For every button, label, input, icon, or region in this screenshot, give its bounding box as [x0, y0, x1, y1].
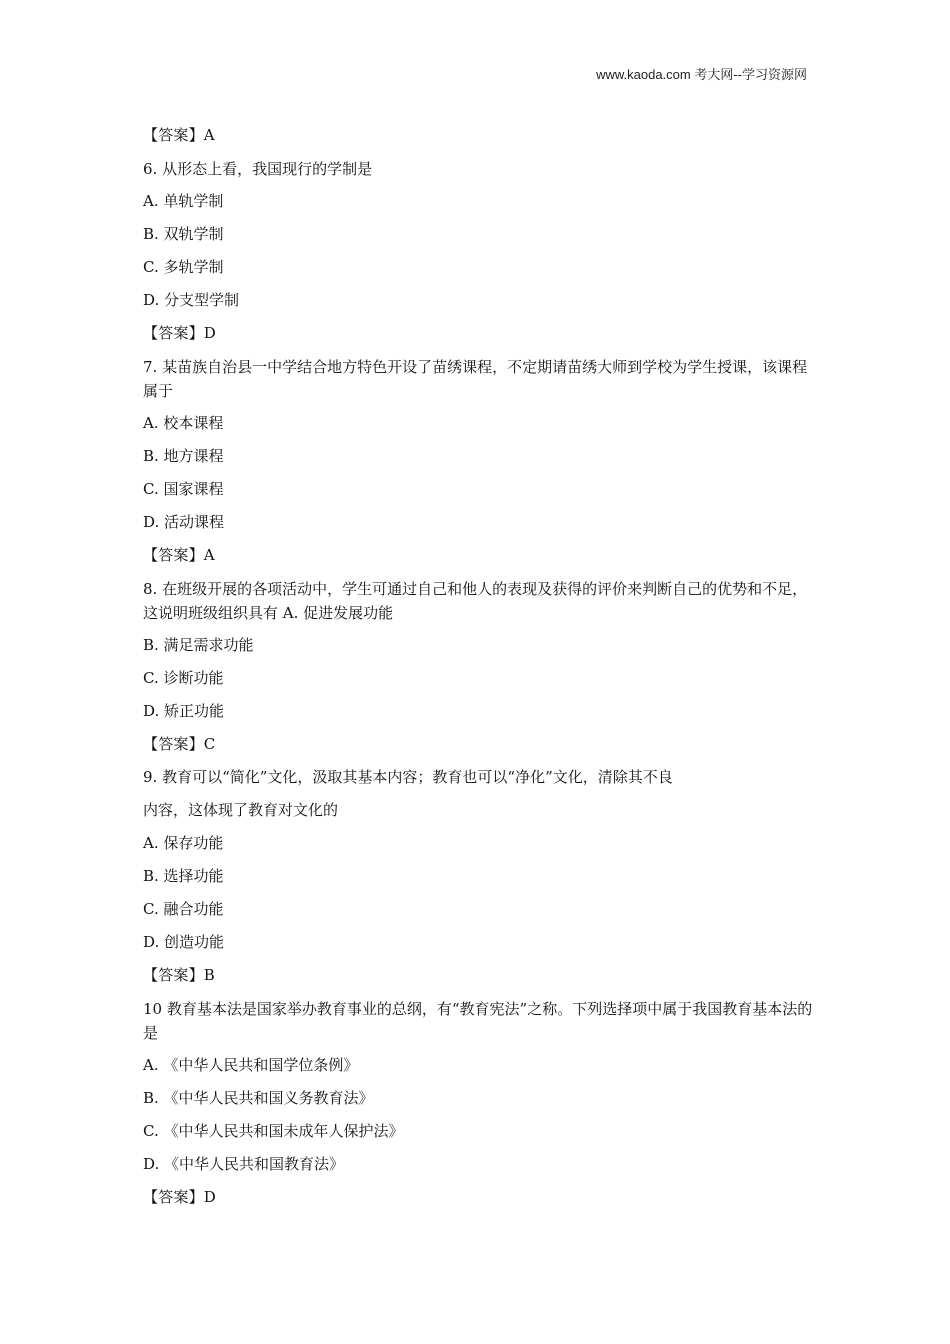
question-text: 8. 在班级开展的各项活动中，学生可通过自己和他人的表现及获得的评价来判断自己的优势和不足，这说明班级组织具有 A. 促进发展功能 — [143, 580, 808, 622]
option-line: 内容，这体现了教育对文化的 — [143, 801, 339, 819]
exam-content — [143, 124, 813, 1219]
option-line: C. 诊断功能 — [143, 669, 224, 687]
option-line: B. 《中华人民共和国义务教育法》 — [143, 1089, 374, 1107]
option-line: D. 《中华人民共和国教育法》 — [143, 1155, 345, 1173]
answer-line: 【答案】A — [143, 126, 215, 144]
option-line: A. 单轨学制 — [143, 192, 224, 210]
option-line: D. 分支型学制 — [143, 291, 240, 309]
option-line: D. 创造功能 — [143, 933, 225, 951]
answer-line: 【答案】D — [143, 324, 217, 342]
answer-line: 【答案】A — [143, 546, 215, 564]
option-line: A. 校本课程 — [143, 414, 224, 432]
option-line: A. 《中华人民共和国学位条例》 — [143, 1056, 359, 1074]
option-line: A. 保存功能 — [143, 834, 224, 852]
option-line: C. 融合功能 — [143, 900, 224, 918]
option-line: C. 国家课程 — [143, 480, 224, 498]
page-header-source: www.kaoda.com 考大网--学习资源网 — [596, 67, 807, 82]
option-line: D. 活动课程 — [143, 513, 225, 531]
option-line: C. 《中华人民共和国未成年人保护法》 — [143, 1122, 404, 1140]
option-line: B. 满足需求功能 — [143, 636, 254, 654]
option-line: C. 多轨学制 — [143, 258, 224, 276]
question-text: 7. 某苗族自治县一中学结合地方特色开设了苗绣课程，不定期请苗绣大师到学校为学生授课，该课程属于 — [143, 358, 808, 400]
option-line: D. 矫正功能 — [143, 702, 225, 720]
option-line: B. 选择功能 — [143, 867, 224, 885]
option-line: B. 地方课程 — [143, 447, 224, 465]
answer-line: 【答案】B — [143, 966, 216, 984]
answer-line: 【答案】C — [143, 735, 216, 753]
question-text: 10 教育基本法是国家举办教育事业的总纲，有“教育宪法”之称。下列选择项中属于我国教育基本法的是 — [143, 1000, 813, 1042]
answer-line: 【答案】D — [143, 1188, 217, 1206]
question-text: 6. 从形态上看，我国现行的学制是 — [143, 160, 373, 178]
option-line: B. 双轨学制 — [143, 225, 224, 243]
option-line: 9. 教育可以“简化”文化，汲取其基本内容；教育也可以“净化”文化，清除其不良 — [143, 768, 673, 786]
